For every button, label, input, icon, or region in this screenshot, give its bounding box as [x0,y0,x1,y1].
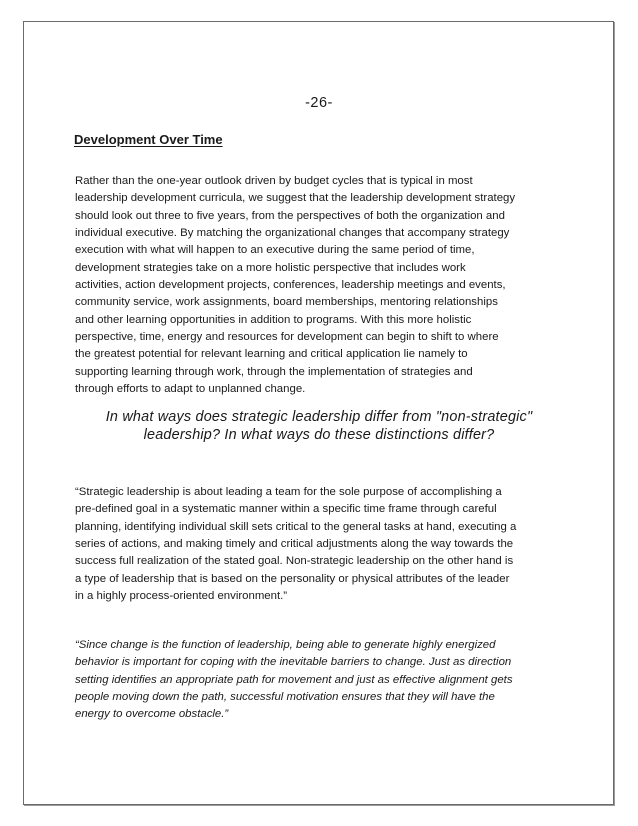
quote-line: success full realization of the stated goal. Non-strategic leadership on the other hand is [75,555,514,568]
quote-line: pre-defined goal in a systematic manner within a specific time frame through careful [75,503,497,516]
discussion-question [0,408,638,444]
paragraph-line: leadership development curricula, we suggest that the leadership development strategy [75,192,516,205]
quote-line: people moving down the path, successful motivation ensures that they will have the [75,691,495,704]
paragraph-line: development strategies take on a more holistic perspective that includes work [75,261,466,274]
paragraph-line: perspective, time, energy and resources for development can begin to shift to where [75,331,499,344]
paragraph-line: and other learning opportunities in addition to programs. With this more holistic [75,313,472,326]
quote-line: planning, identifying individual skill sets critical to the general tasks at hand, executing a [75,520,517,533]
paragraph-line: individual executive. By matching the organizational changes that accompany strategy [75,227,510,240]
section-heading: Development Over Time [74,132,223,147]
paragraph-line: Rather than the one-year outlook driven by budget cycles that is typical in most [75,175,473,187]
question-line: In what ways does strategic leadership differ from "non-strategic" [105,409,533,425]
paragraph-line: execution with what will happen to an executive during the same period of time, [75,244,475,257]
quote-line: in a highly process-oriented environment.” [75,590,288,603]
quote-line: “Strategic leadership is about leading a team for the sole purpose of accomplishing a [75,486,502,498]
paragraph-line: community service, work assignments, board memberships, mentoring relationships [75,296,498,309]
paragraph-line: through efforts to adapt to unplanned change. [75,383,306,396]
question-line: leadership? In what ways do these distinctions differ? [143,427,495,443]
page-number: -26- [305,95,333,111]
quote-line: series of actions, and making timely and critical adjustments along the way towards the [75,538,514,551]
quote-line: setting identifies an appropriate path for movement and just as effective alignment gets [75,673,513,686]
quote-line: behavior is important for coping with the inevitable barriers to change. Just as direction [75,656,512,669]
quote-line: “Since change is the function of leadership, being able to generate highly energized [75,639,496,651]
intro-paragraph [75,173,565,398]
quote-line: a type of leadership that is based on the personality or physical attributes of the leader [75,572,510,585]
quote-line: energy to overcome obstacle.” [75,708,229,721]
paragraph-line: activities, action development projects, conferences, leadership meetings and events, [75,279,506,292]
paragraph-line: the greatest potential for relevant learning and critical application lie namely to [75,348,468,361]
paragraph-line: supporting learning through work, through the implementation of strategies and [75,365,473,378]
quote-change-leadership [75,637,565,724]
paragraph-line: should look out three to five years, from the perspectives of both the organization and [75,209,505,222]
quote-strategic-leadership [75,484,565,605]
